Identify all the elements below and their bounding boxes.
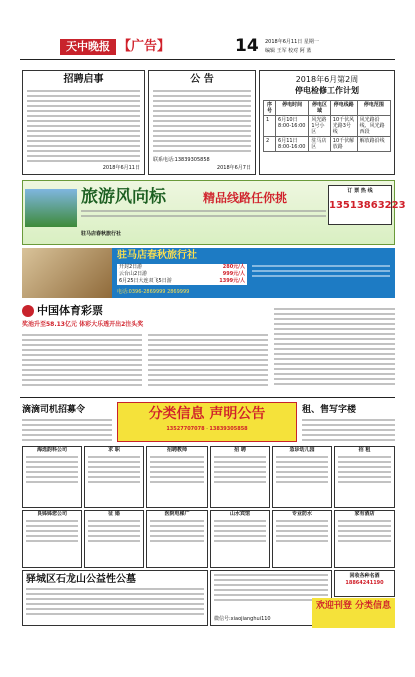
block-title: 招聘教师 <box>166 447 187 453</box>
travel-subtitle: 精品线路任你挑 <box>203 191 288 205</box>
recruit-body <box>27 90 140 162</box>
classified-phone-b[interactable]: 13839305858 <box>209 426 248 432</box>
classified-phones <box>118 426 296 433</box>
classified-block <box>146 510 208 568</box>
block-title: 医院电梯广 <box>164 511 190 517</box>
wechat-id: 微信号:xiaojianghui110 <box>214 616 271 622</box>
route-name: 6月25日大连双飞5日游 <box>119 278 172 284</box>
lottery-col-1 <box>22 334 142 386</box>
cell: 2 <box>264 137 276 152</box>
power-table <box>263 100 391 152</box>
classified-header <box>22 402 395 442</box>
route-row <box>117 278 247 285</box>
classified-block <box>210 446 270 508</box>
block-title: 招 租 <box>358 447 371 453</box>
lottery-section <box>22 304 395 394</box>
hotline-label: 订 票 热 线 <box>347 188 373 194</box>
power-outage-box <box>259 70 395 175</box>
cell: 驻马店区 <box>309 137 330 152</box>
classified-block <box>210 510 270 568</box>
travel-routes <box>117 264 247 285</box>
block-title: 专业防水 <box>291 511 312 517</box>
editors: 编辑 王军 校对 阿 蓝 <box>265 48 312 54</box>
cemetery-ad <box>22 570 208 626</box>
block-title: 海选韵科公司 <box>36 447 67 453</box>
phone-separator: · <box>206 426 210 432</box>
cell: 10千伏风光路3号线 <box>330 116 357 137</box>
lottery-headline: 奖池升至58.13亿元 体彩大乐透开出2注头奖 <box>22 321 144 328</box>
classified-block <box>22 510 82 568</box>
liquor-phone[interactable]: 18864241190 <box>345 580 384 586</box>
block-title: 良姊姊您公司 <box>36 511 67 517</box>
route-price: 999元/人 <box>222 271 245 277</box>
classified-banner <box>117 402 297 442</box>
cell: 风光路1号小区 <box>309 116 330 137</box>
th-area: 停电区域 <box>309 101 330 116</box>
block-title: 山水宾馆 <box>229 511 250 517</box>
route-name: 云台山2日游 <box>119 271 148 277</box>
travel-desc <box>81 210 326 217</box>
recruit-title: 招聘启事 <box>63 74 104 85</box>
section-label: 【广告】 <box>118 39 171 54</box>
classified-block <box>22 446 82 508</box>
recruit-box <box>22 70 145 175</box>
notice-date: 2018年6月7日 <box>216 165 251 171</box>
office-rent-title: 租、售写字楼 <box>302 405 357 415</box>
block-title: 家有酒店 <box>354 511 375 517</box>
cell: 1 <box>264 116 276 137</box>
travel-title: 旅游风向标 <box>81 187 166 207</box>
page-number: 14 <box>235 36 259 56</box>
hotline-box <box>328 185 406 225</box>
block-title: 急诊幼儿园 <box>289 447 315 453</box>
classified-block <box>334 510 395 568</box>
route-row <box>117 271 247 278</box>
route-row <box>117 264 247 271</box>
lottery-col-3 <box>274 308 395 385</box>
table-row <box>264 116 391 137</box>
cell: 6月10日 8:00-16:00 <box>276 116 309 137</box>
route-name: 开封2日游 <box>119 264 143 270</box>
power-title-2: 停电检修工作计划 <box>295 86 359 95</box>
travel-price-panel <box>22 248 395 298</box>
notice-title: 公 告 <box>190 74 214 85</box>
train-illustration <box>25 189 77 227</box>
classified-block <box>334 446 395 508</box>
liquor-ad <box>334 570 395 597</box>
classified-block <box>146 446 208 508</box>
classified-block <box>84 446 144 508</box>
recruit-date: 2018年6月11日 <box>102 165 140 171</box>
block-title: 征 婚 <box>108 511 120 517</box>
block-title: 招 聘 <box>234 447 246 453</box>
route-price: 280元/人 <box>222 264 245 270</box>
lottery-logo-icon <box>22 305 34 317</box>
classified-block <box>272 446 332 508</box>
travel-bar-title: 驻马店春秋旅行社 <box>117 250 197 261</box>
lottery-col-2 <box>148 334 268 386</box>
travel-bar-details <box>252 265 390 277</box>
hotline-number[interactable]: 13513863223 <box>329 200 406 211</box>
th-range: 停电范围 <box>357 101 390 116</box>
office-rent-body <box>302 419 395 441</box>
join-banner: 欢迎刊登 分类信息 <box>312 598 395 628</box>
agency-name: 驻马店春秋旅行社 <box>81 231 122 237</box>
notice-phone: 联系电话:13839305858 <box>153 157 210 163</box>
th-line: 停电线路 <box>330 101 357 116</box>
cell: 6月11日 8:00-16:00 <box>276 137 309 152</box>
cemetery-title: 驿城区石龙山公益性公墓 <box>26 574 136 585</box>
cell: 风光路沿线、风光路西段 <box>357 116 390 137</box>
classified-block <box>84 510 144 568</box>
newspaper-logo: 天中晚报 <box>60 39 116 55</box>
didi-body <box>22 419 112 441</box>
th-no: 序号 <box>264 101 276 116</box>
route-price: 1399元/人 <box>219 278 245 284</box>
notice-box <box>148 70 256 175</box>
power-title-1: 2018年6月第2周 <box>295 75 359 84</box>
issue-date: 2018年6月11日 星期一 <box>265 39 319 45</box>
table-row <box>264 137 391 152</box>
classified-block <box>272 510 332 568</box>
travel-phone[interactable]: 电话:0396-2869999 2869999 <box>117 289 190 295</box>
lottery-title: 中国体育彩票 <box>37 304 103 317</box>
cell: 解放路沿线 <box>357 137 390 152</box>
th-time: 停电时间 <box>276 101 309 116</box>
travel-photo <box>22 248 112 298</box>
notice-body <box>153 90 251 152</box>
classified-phone-a[interactable]: 13527707078 <box>166 426 205 432</box>
cell: 10千伏解放路 <box>330 137 357 152</box>
didi-title: 滴滴司机招募令 <box>22 405 86 415</box>
travel-banner <box>22 180 406 245</box>
liquor-title: 回收各种名酒 <box>349 573 380 579</box>
block-title: 求 职 <box>108 447 120 453</box>
classified-title: 分类信息 声明公告 <box>148 406 266 422</box>
